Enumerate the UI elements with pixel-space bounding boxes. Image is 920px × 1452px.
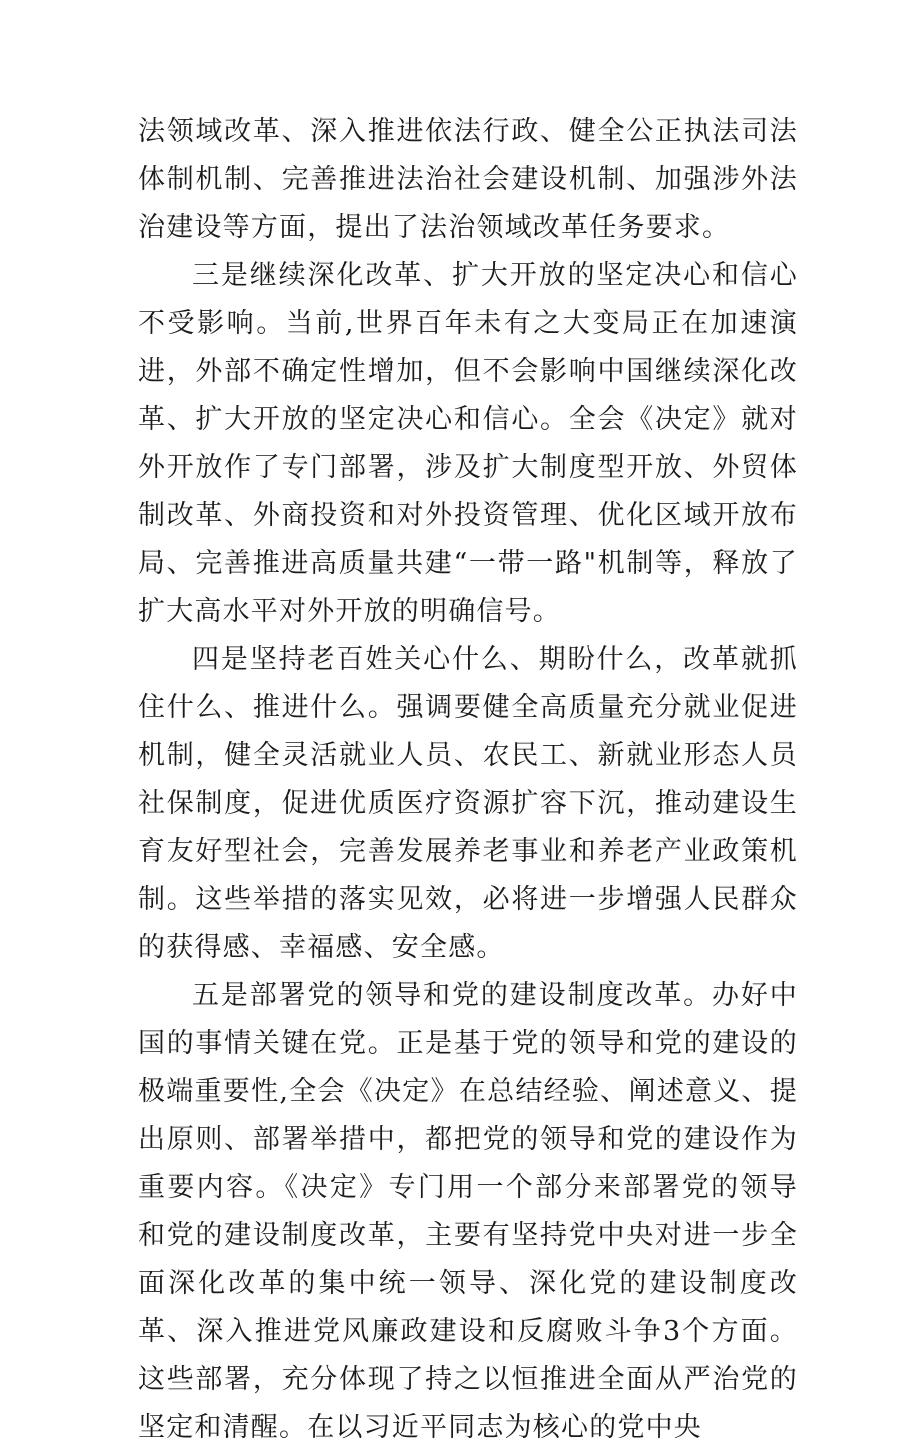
- paragraph-4: 五是部署党的领导和党的建设制度改革。办好中国的事情关键在党。正是基于党的领导和党的建设的极端重要性,全会《决定》在总结经验、阐述意义、提出原则、部署举措中，都把党的领导和党的建设作为重要内容。《决定》专门用一个部分来部署党的领导和党的建设制度改革，主要有坚持党中央对进一步全面深化改革的集中统一领导、深化党的建设制度改革、深入推进党风廉政建设和反腐败斗争3个方面。这些部署，充分体现了持之以恒推进全面从严治党的坚定和清醒。在以习近平同志为核心的党中央: [138, 980, 798, 1443]
- paragraph-2: 三是继续深化改革、扩大开放的坚定决心和信心不受影响。当前,世界百年未有之大变局正在加速演进，外部不确定性增加，但不会影响中国继续深化改革、扩大开放的坚定决心和信心。全会《决定》就对外开放作了专门部署，涉及扩大制度型开放、外贸体制改革、外商投资和对外投资管理、优化区域开放布局、完善推进高质量共建“一带一路"机制等，释放了扩大高水平对外开放的明确信号。: [138, 260, 798, 627]
- paragraph-1: 法领域改革、深入推进依法行政、健全公正执法司法体制机制、完善推进法治社会建设机制、加强涉外法治建设等方面，提出了法治领域改革任务要求。: [138, 116, 798, 243]
- document-body: [138, 108, 798, 1452]
- paragraph-3: 四是坚持老百姓关心什么、期盼什么，改革就抓住什么、推进什么。强调要健全高质量充分就业促进机制，健全灵活就业人员、农民工、新就业形态人员社保制度，促进优质医疗资源扩容下沉，推动建设生育友好型社会，完善发展养老事业和养老产业政策机制。这些举措的落实见效，必将进一步增强人民群众的获得感、幸福感、安全感。: [138, 644, 798, 963]
